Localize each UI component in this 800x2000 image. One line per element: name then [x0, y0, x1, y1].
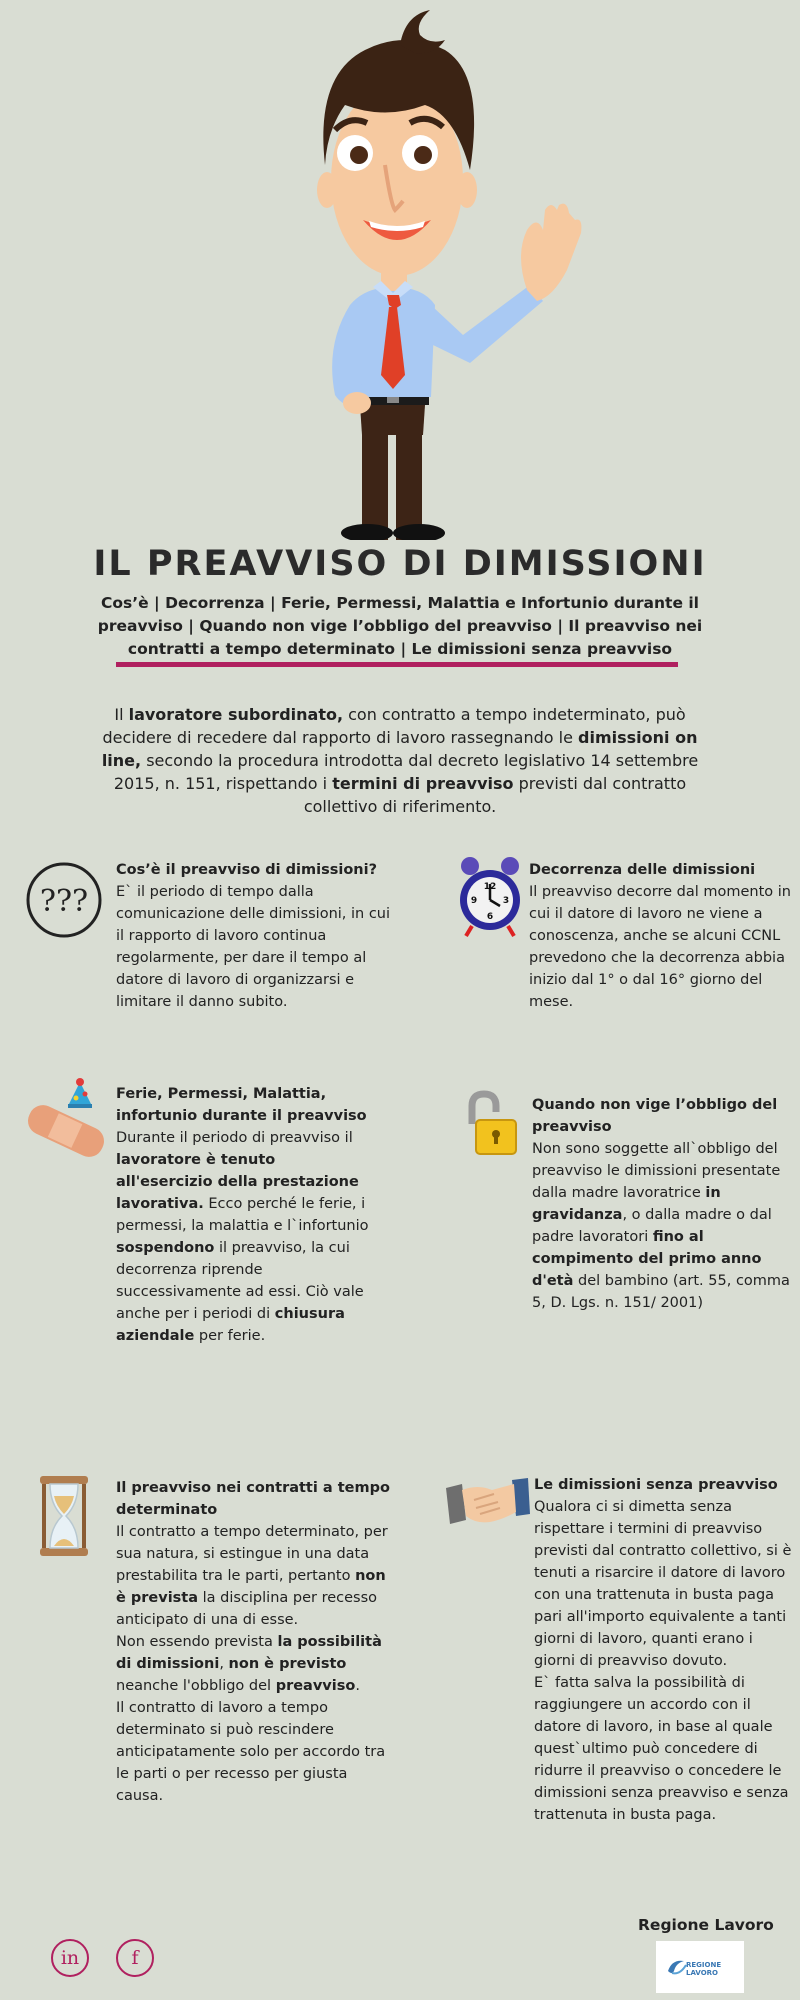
section-tempo: Il preavviso nei contratti a tempo determinato Il contratto a tempo determinato, per sua natura, si estingue in una data prestabilita tra le parti, pertanto non è prevista la disciplina per recesso anticipato di una di esse. Non essendo prevista la possibilità di dimissioni, non è previsto neanche l'obbligo del preavviso. Il contratto di lavoro a tempo determinato si può rescindere anticipatamente solo per accordo tra le parti o per recesso per giusta causa.	[116, 1477, 392, 1807]
page-subtitle: Cos’è | Decorrenza | Ferie, Permessi, Malattia e Infortunio durante il preavviso | Quando non vige l’obbligo del preavviso | Il preavviso nei contratti a tempo determinato | Le dimissioni senza preavviso	[97, 594, 703, 658]
section-ferie-title: Ferie, Permessi, Malattia, infortunio durante il preavviso	[116, 1086, 367, 1124]
section-decorrenza-text: Il preavviso decorre dal momento in cui il datore di lavoro ne viene a conoscenza, anche se alcuni CCNL prevedono che la decorrenza abbia inizio dal 1° o dal 16° giorno del mese.	[529, 884, 791, 1010]
mascot-illustration	[305, 5, 590, 540]
bandage-party-hat-icon	[22, 1076, 110, 1172]
alarm-clock-icon	[456, 856, 524, 938]
linkedin-icon[interactable]: in	[51, 1939, 89, 1977]
svg-text:???: ???	[39, 884, 89, 919]
handshake-icon	[446, 1474, 530, 1530]
section-obbligo: Quando non vige l’obbligo del preavviso Non sono soggette all`obbligo del preavviso le dimissioni presentate dalla madre lavoratrice in gravidanza, o dalla madre o dal padre lavoratori fino al compimento del primo anno d'età del bambino (art. 55, comma 5, D. Lgs. n. 151/ 2001)	[532, 1094, 794, 1314]
footer-logo	[656, 1941, 744, 1993]
section-ferie: Ferie, Permessi, Malattia, infortunio durante il preavviso Durante il periodo di preavviso il lavoratore è tenuto all'esercizio della prestazione lavorativa. Ecco perché le ferie, i permessi, la malattia e l`infortunio sospendono il preavviso, la cui decorrenza riprende successivamente ad essi. Ciò vale anche per i periodi di chiusura aziendale per ferie.	[116, 1083, 376, 1347]
logo-swirl-icon	[666, 1957, 688, 1977]
open-padlock-icon	[458, 1090, 520, 1158]
svg-text:12: 12	[483, 882, 497, 892]
logo-text-line1: REGIONE	[686, 1961, 722, 1969]
logo-text-line2: LAVORO	[686, 1969, 718, 1977]
intro-paragraph: Il lavoratore subordinato, con contratto a tempo indeterminato, può decidere di recedere dal rapporto di lavoro rassegnando le dimissioni on line, secondo la procedura introdotta dal decreto legislativo 14 settembre 2015, n. 151, rispettando i termini di preavviso previsti dal contratto collettivo di riferimento.	[101, 705, 699, 816]
section-cose-text: E` il periodo di tempo dalla comunicazione delle dimissioni, in cui il rapporto di lavoro continua regolarmente, per dare il tempo al datore di lavoro di organizzarsi e limitare il danno subito.	[116, 884, 391, 1010]
section-tempo-title: Il preavviso nei contratti a tempo determinato	[116, 1480, 390, 1518]
section-cose-title: Cos’è il preavviso di dimissioni?	[116, 862, 377, 878]
title-divider	[116, 662, 678, 667]
section-obbligo-title: Quando non vige l’obbligo del preavviso	[532, 1097, 778, 1135]
hourglass-icon	[32, 1474, 96, 1558]
section-decorrenza	[529, 859, 799, 1013]
facebook-icon[interactable]: f	[116, 1939, 154, 1977]
page-title: IL PREAVVISO DI DIMISSIONI	[93, 544, 707, 584]
section-decorrenza-title: Decorrenza delle dimissioni	[529, 862, 756, 878]
svg-text:9: 9	[470, 896, 478, 906]
section-senza-title: Le dimissioni senza preavviso	[534, 1477, 778, 1493]
svg-text:6: 6	[486, 912, 494, 922]
question-marks-icon	[24, 860, 104, 940]
section-cose	[116, 859, 396, 1013]
svg-text:3: 3	[502, 896, 510, 906]
footer-brand: Regione Lavoro	[638, 1916, 774, 1934]
section-senza: Le dimissioni senza preavviso Qualora ci si dimetta senza rispettare i termini di preavviso previsti dal contratto collettivo, si è tenuti a risarcire il datore di lavoro con una trattenuta in busta paga pari all'importo equivalente a tanti giorni di lavoro, quanti erano i giorni di preavviso dovuto. E` fatta salva la possibilità di raggiungere un accordo con il datore di lavoro, in base al quale quest`ultimo può concedere di ridurre il preavviso o concedere le dimissioni senza preavviso e senza trattenuta in busta paga.	[534, 1474, 798, 1826]
